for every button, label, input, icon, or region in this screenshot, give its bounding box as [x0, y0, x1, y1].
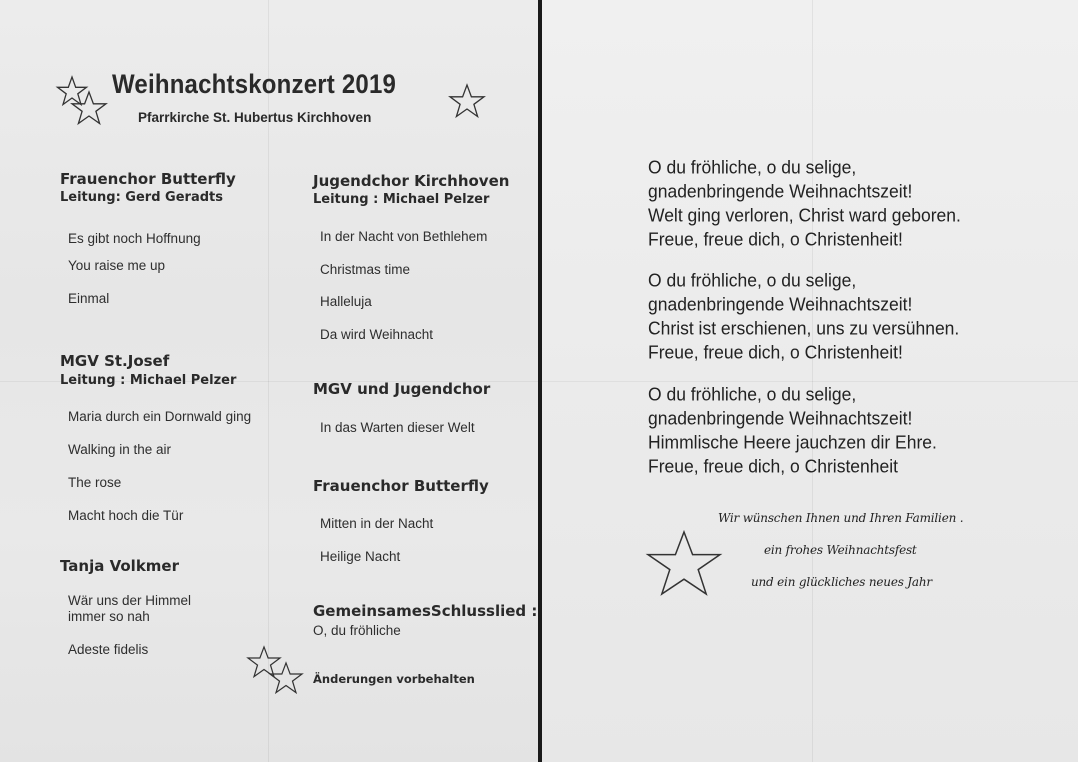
group-name: GemeinsamesSchlusslied : — [313, 602, 538, 620]
lyric-line: gnadenbringende Weihnachtszeit! — [648, 407, 913, 429]
lyrics-verse — [648, 268, 959, 364]
lyric-line: Welt ging verloren, Christ ward geboren. — [648, 204, 961, 226]
star-outline-icon — [70, 91, 108, 125]
changes-note: Änderungen vorbehalten — [313, 672, 475, 686]
lyrics-page — [542, 0, 1078, 762]
song-title: Macht hoch die Tür — [68, 508, 184, 523]
group-name: Tanja Volkmer — [60, 557, 179, 575]
song-title: In das Warten dieser Welt — [320, 420, 475, 435]
page-subtitle: Pfarrkirche St. Hubertus Kirchhoven — [138, 110, 372, 125]
star-outline-icon — [268, 662, 304, 694]
star-outline-icon — [448, 84, 486, 118]
song-title: Maria durch ein Dornwald ging — [68, 409, 252, 424]
lyrics-verse — [648, 155, 961, 251]
song-title: Da wird Weihnacht — [320, 327, 434, 342]
lyric-line: Freue, freue dich, o Christenheit — [648, 455, 898, 477]
song-title: You raise me up — [68, 258, 166, 273]
lyrics-verse — [648, 382, 937, 478]
song-title: Adeste fidelis — [68, 642, 149, 657]
lyric-line: Himmlische Heere jauchzen dir Ehre. — [648, 431, 937, 453]
group-leader: Leitung : Michael Pelzer — [313, 192, 490, 207]
group-leader: Leitung : Michael Pelzer — [60, 373, 237, 388]
star-outline-icon — [644, 530, 724, 596]
song-title: Es gibt noch Hoffnung — [68, 231, 201, 246]
greeting-line: und ein glückliches neues Jahr — [751, 575, 932, 589]
lyric-line: gnadenbringende Weihnachtszeit! — [648, 293, 913, 315]
song-title: Halleluja — [320, 294, 372, 309]
group-leader: Leitung: Gerd Geradts — [60, 190, 223, 205]
lyric-line: Christ ist erschienen, uns zu versühnen. — [648, 317, 960, 339]
group-name: MGV St.Josef — [60, 352, 170, 370]
group-name: Jugendchor Kirchhoven — [313, 172, 510, 190]
greeting-line: ein frohes Weihnachtsfest — [764, 543, 917, 557]
greeting-line: Wir wünschen Ihnen und Ihren Familien . — [718, 511, 964, 525]
song-title: Wär uns der Himmel — [68, 593, 192, 608]
lyric-line: Freue, freue dich, o Christenheit! — [648, 341, 903, 363]
page-title: Weihnachtskonzert 2019 — [112, 70, 397, 100]
lyric-line: O du fröhliche, o du selige, — [648, 383, 857, 405]
lyric-line: Freue, freue dich, o Christenheit! — [648, 228, 903, 250]
lyric-line: O du fröhliche, o du selige, — [648, 269, 857, 291]
group-name: Frauenchor Butterfly — [60, 170, 236, 188]
lyric-line: O du fröhliche, o du selige, — [648, 156, 857, 178]
song-title: In der Nacht von Bethlehem — [320, 229, 488, 244]
program-page — [0, 0, 538, 762]
song-title: Heilige Nacht — [320, 549, 401, 564]
lyric-line: gnadenbringende Weihnachtszeit! — [648, 180, 913, 202]
song-title: Einmal — [68, 291, 110, 306]
song-title: O, du fröhliche — [313, 623, 401, 638]
group-name: Frauenchor Butterfly — [313, 477, 489, 495]
song-title: Walking in the air — [68, 442, 172, 457]
song-title: Christmas time — [320, 262, 411, 277]
song-title: The rose — [68, 475, 122, 490]
song-title: immer so nah — [68, 609, 150, 624]
group-name: MGV und Jugendchor — [313, 380, 491, 398]
song-title: Mitten in der Nacht — [320, 516, 434, 531]
